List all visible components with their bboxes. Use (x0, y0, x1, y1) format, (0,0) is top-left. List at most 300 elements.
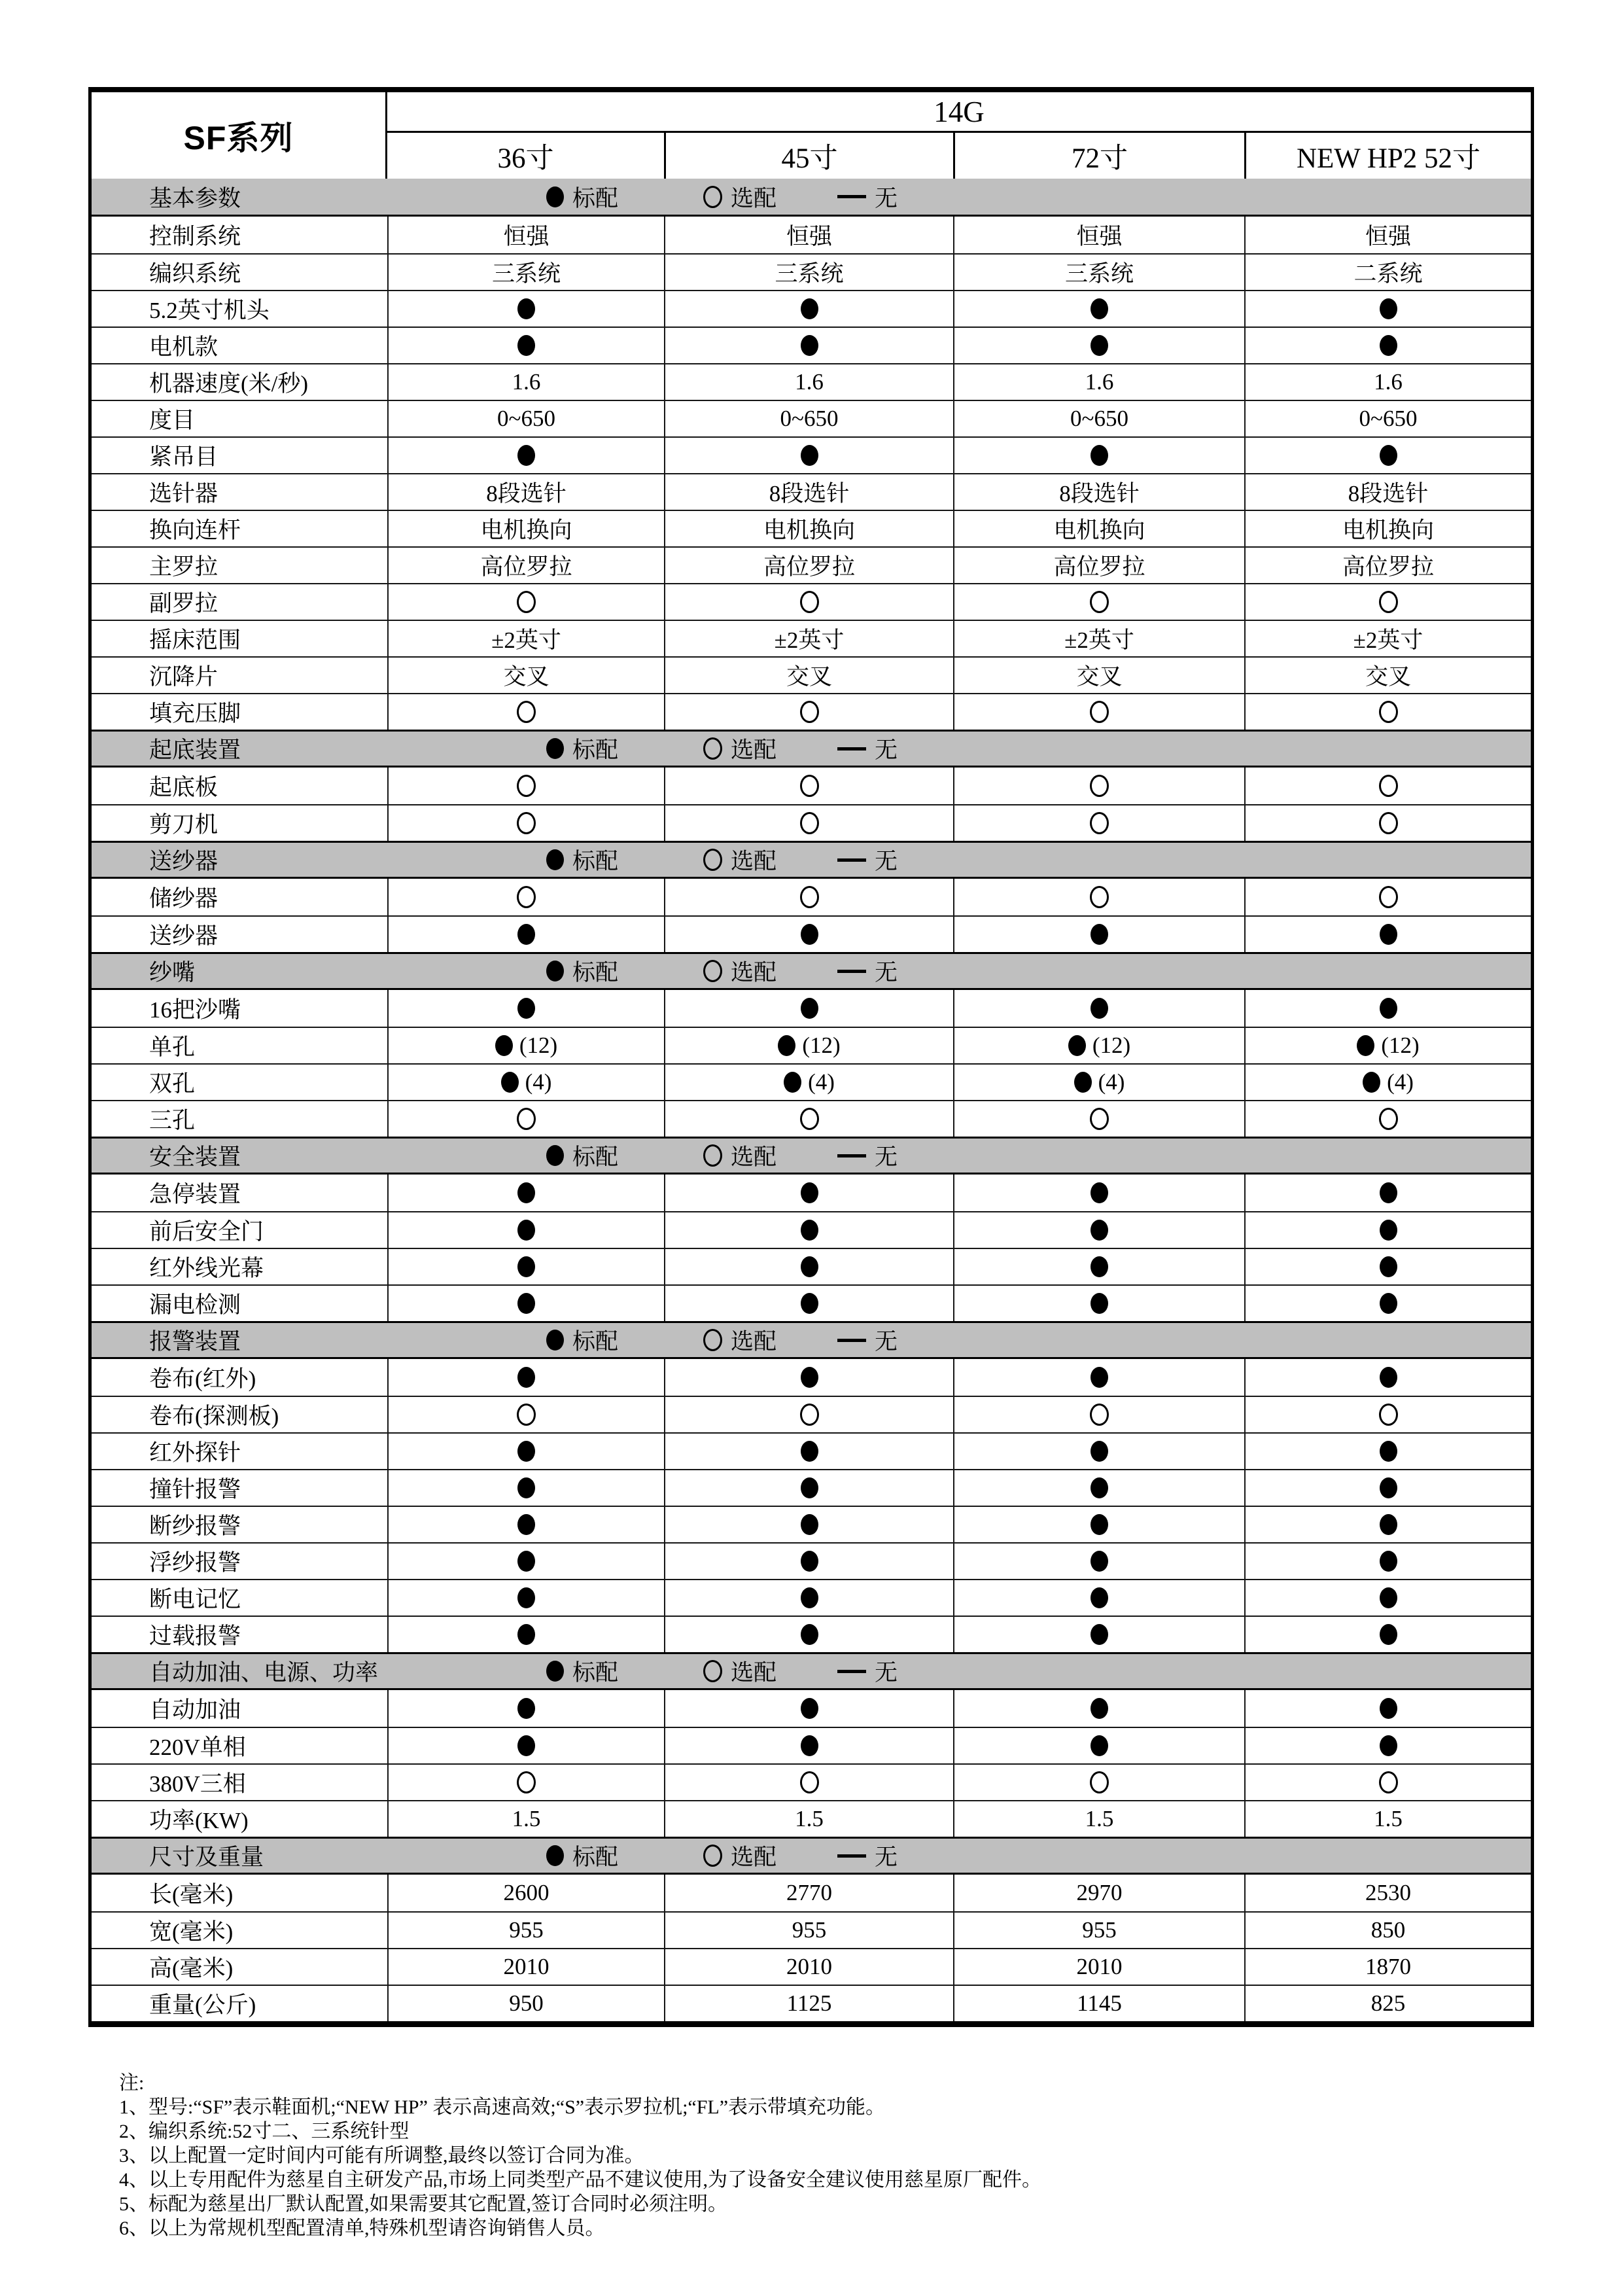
open-circle-icon (800, 886, 819, 908)
spec-row (92, 1211, 1531, 1248)
section-title: 送纱器 (149, 849, 218, 874)
filled-circle-icon (1363, 1072, 1380, 1093)
open-circle-icon (517, 812, 536, 834)
spec-cell (953, 328, 1244, 363)
legend-optional-label: 选配 (731, 1329, 777, 1354)
section-title: 基本参数 (149, 185, 241, 211)
spec-cell: 2600 (387, 1875, 664, 1911)
legend-standard-label: 标配 (572, 737, 619, 763)
spec-cell (387, 1212, 664, 1248)
section-title: 纱嘴 (149, 960, 196, 985)
spec-cell (953, 1101, 1244, 1137)
filled-circle-icon (801, 445, 818, 466)
column-headers (387, 133, 1531, 179)
table-header (92, 92, 1531, 179)
spec-cell (387, 917, 664, 952)
spec-row (92, 1248, 1531, 1284)
spec-row (92, 510, 1531, 546)
spec-cell (953, 438, 1244, 473)
filled-circle-icon (517, 998, 535, 1019)
filled-circle-icon (1380, 1624, 1397, 1645)
cell-count: (4) (1387, 1069, 1414, 1095)
spec-cell (387, 1728, 664, 1763)
filled-circle-icon (1380, 335, 1397, 356)
spec-cell: 955 (953, 1913, 1244, 1948)
note-item-1: 1、型号:“SF”表示鞋面机;“NEW HP” 表示高速高效;“S”表示罗拉机;“FL”表示带填充功能。 (119, 2096, 886, 2118)
filled-circle-icon (1091, 1624, 1108, 1645)
section-header-row (92, 841, 1531, 879)
legend-optional (703, 1839, 777, 1872)
filled-circle-icon (1380, 298, 1397, 319)
spec-cell (953, 1617, 1244, 1652)
legend-optional-icon (703, 1329, 722, 1351)
header-right (387, 92, 1531, 179)
spec-cell (1244, 805, 1531, 841)
spec-cell: 电机换向 (1244, 511, 1531, 546)
spec-cell: 950 (387, 1986, 664, 2021)
cell-count: (4) (525, 1069, 552, 1095)
cell-count: (4) (1098, 1069, 1125, 1095)
spec-cell (664, 879, 953, 915)
filled-circle-icon (1380, 1367, 1397, 1388)
spec-cell (953, 1507, 1244, 1542)
open-circle-icon (1090, 886, 1109, 908)
filled-circle-icon (517, 1477, 535, 1498)
legend-optional (703, 1655, 777, 1687)
filled-circle-icon (517, 1367, 535, 1388)
spec-cell: 955 (664, 1913, 953, 1948)
legend-standard (546, 1324, 618, 1356)
section-header-row (92, 179, 1531, 217)
legend-optional-label: 选配 (731, 1144, 777, 1170)
legend-standard-label: 标配 (572, 1660, 619, 1686)
legend-none-label: 无 (875, 1329, 898, 1354)
filled-circle-icon (801, 1624, 818, 1645)
spec-row (92, 583, 1531, 620)
section-header-row (92, 1837, 1531, 1875)
row-label: 起底板 (149, 775, 218, 800)
filled-circle-icon (517, 1587, 535, 1608)
spec-cell (1244, 1249, 1531, 1284)
spec-cell: 电机换向 (953, 511, 1244, 546)
spec-row (92, 1469, 1531, 1506)
filled-circle-icon (1091, 1441, 1108, 1462)
filled-circle-icon (1091, 1735, 1108, 1756)
spec-cell (664, 1544, 953, 1579)
spec-cell (953, 990, 1244, 1027)
row-label: 双孔 (149, 1071, 196, 1097)
spec-cell (953, 291, 1244, 327)
legend-none (837, 1139, 898, 1172)
row-label: 浮纱报警 (149, 1550, 241, 1576)
cell-count: (12) (1092, 1033, 1131, 1058)
row-label: 红外线光幕 (149, 1256, 264, 1281)
row-label: 急停装置 (149, 1182, 241, 1207)
section-title: 尺寸及重量 (149, 1845, 264, 1870)
column-header-0: 36寸 (497, 143, 554, 174)
spec-cell (387, 1507, 664, 1542)
spec-row (92, 253, 1531, 290)
filled-circle-icon (517, 445, 535, 466)
filled-circle-icon (517, 1293, 535, 1314)
spec-row (92, 1616, 1531, 1652)
spec-cell (664, 1580, 953, 1616)
spec-row (92, 1174, 1531, 1211)
section-title: 自动加油、电源、功率 (149, 1660, 379, 1686)
spec-cell (953, 805, 1244, 841)
open-circle-icon (517, 591, 536, 613)
spec-row (92, 1985, 1531, 2021)
row-label: 380V三相 (149, 1771, 246, 1797)
filled-circle-icon (1074, 1072, 1092, 1093)
open-circle-icon (1379, 1771, 1398, 1793)
spec-cell (664, 1249, 953, 1284)
filled-circle-icon (1380, 1587, 1397, 1608)
spec-cell (664, 1028, 953, 1063)
filled-circle-icon (517, 335, 535, 356)
spec-cell (387, 1028, 664, 1063)
row-label: 过载报警 (149, 1623, 241, 1649)
filled-circle-icon (1091, 1367, 1108, 1388)
filled-circle-icon (801, 1551, 818, 1572)
legend-optional-label: 选配 (731, 849, 777, 874)
spec-cell (953, 1544, 1244, 1579)
spec-cell (1244, 1174, 1531, 1211)
open-circle-icon (1090, 1771, 1109, 1793)
notes-list (119, 2095, 1041, 2240)
legend-none-label: 无 (875, 1144, 898, 1170)
filled-circle-icon (1380, 1441, 1397, 1462)
note-item-2: 2、编织系统:52寸二、三系统针型 (119, 2121, 410, 2142)
spec-cell (387, 1249, 664, 1284)
legend-optional-icon (703, 1660, 722, 1682)
row-label: 漏电检测 (149, 1292, 241, 1318)
row-label: 撞针报警 (149, 1477, 241, 1502)
spec-cell (953, 694, 1244, 730)
filled-circle-icon (1380, 1182, 1397, 1203)
spec-cell: 高位罗拉 (664, 548, 953, 583)
row-label: 前后安全门 (149, 1219, 264, 1245)
legend-standard-label: 标配 (572, 1329, 619, 1354)
spec-cell: 2010 (387, 1949, 664, 1985)
spec-row (92, 1911, 1531, 1948)
spec-row (92, 1396, 1531, 1432)
cell-count: (12) (802, 1033, 841, 1058)
legend-none-label: 无 (875, 737, 898, 763)
spec-cell (664, 1397, 953, 1432)
legend-standard (546, 732, 618, 765)
spec-cell (953, 1028, 1244, 1063)
row-label: 紧吊目 (149, 444, 218, 470)
filled-circle-icon (801, 1441, 818, 1462)
filled-circle-icon (495, 1035, 513, 1056)
row-label: 16把沙嘴 (149, 997, 241, 1023)
filled-circle-icon (1380, 924, 1397, 945)
filled-circle-icon (801, 924, 818, 945)
spec-cell (387, 805, 664, 841)
filled-circle-icon (801, 1182, 818, 1203)
spec-cell (387, 1580, 664, 1616)
spec-cell (387, 879, 664, 915)
spec-cell (1244, 1359, 1531, 1396)
spec-cell (953, 879, 1244, 915)
cell-count: (12) (1381, 1033, 1420, 1058)
legend-none-icon (837, 747, 866, 751)
filled-circle-icon (1357, 1035, 1374, 1056)
spec-cell (387, 1101, 664, 1137)
spec-row (92, 1100, 1531, 1137)
legend-standard (546, 1655, 618, 1687)
legend-optional-label: 选配 (731, 1660, 777, 1686)
open-circle-icon (1379, 812, 1398, 834)
row-label: 送纱器 (149, 923, 218, 949)
row-label: 功率(KW) (149, 1808, 249, 1833)
spec-cell (953, 1359, 1244, 1396)
note-item-5: 5、标配为慈星出厂默认配置,如果需要其它配置,签订合同时必须注明。 (119, 2193, 727, 2215)
spec-cell: 825 (1244, 1986, 1531, 2021)
open-circle-icon (800, 1108, 819, 1130)
row-label: 长(毫米) (149, 1882, 234, 1907)
open-circle-icon (1090, 1404, 1109, 1426)
legend-none-label: 无 (875, 849, 898, 874)
spec-cell: 2010 (953, 1949, 1244, 1985)
legend-none-label: 无 (875, 1845, 898, 1870)
legend-standard (546, 1839, 618, 1872)
legend-optional (703, 1324, 777, 1356)
section-title: 安全装置 (149, 1144, 241, 1170)
filled-circle-icon (1091, 1256, 1108, 1277)
filled-circle-icon (1091, 1182, 1108, 1203)
spec-row (92, 546, 1531, 583)
note-item-3: 3、以上配置一定时间内可能有所调整,最终以签订合同为准。 (119, 2145, 644, 2166)
row-label: 卷布(探测板) (149, 1404, 279, 1429)
spec-cell: 0~650 (953, 401, 1244, 436)
open-circle-icon (517, 1404, 536, 1426)
filled-circle-icon (801, 298, 818, 319)
spec-cell: 8段选针 (664, 474, 953, 510)
row-label: 副罗拉 (149, 591, 218, 616)
spec-cell: 恒强 (953, 217, 1244, 253)
spec-cell: 交叉 (387, 658, 664, 693)
legend-standard-icon (546, 1145, 564, 1166)
spec-cell (664, 1617, 953, 1652)
filled-circle-icon (801, 1477, 818, 1498)
filled-circle-icon (801, 1293, 818, 1314)
section-title: 报警装置 (149, 1329, 241, 1354)
spec-cell (387, 328, 664, 363)
spec-cell: 8段选针 (953, 474, 1244, 510)
row-label: 度目 (149, 408, 196, 433)
spec-row (92, 400, 1531, 436)
spec-cell: 恒强 (1244, 217, 1531, 253)
spec-cell (664, 1690, 953, 1727)
filled-circle-icon (1380, 445, 1397, 466)
spec-row (92, 327, 1531, 363)
spec-cell (1244, 990, 1531, 1027)
spec-cell: 2530 (1244, 1875, 1531, 1911)
column-header-2: 72寸 (953, 133, 1244, 179)
filled-circle-icon (1091, 445, 1108, 466)
spec-cell (953, 1728, 1244, 1763)
open-circle-icon (1090, 591, 1109, 613)
open-circle-icon (1379, 701, 1398, 723)
spec-cell: 三系统 (953, 255, 1244, 290)
spec-cell (387, 1397, 664, 1432)
spec-cell (953, 1580, 1244, 1616)
spec-cell: 0~650 (1244, 401, 1531, 436)
open-circle-icon (800, 1771, 819, 1793)
spec-cell (953, 1397, 1244, 1432)
spec-cell (1244, 1101, 1531, 1137)
spec-cell (664, 1765, 953, 1800)
legend-standard-icon (546, 849, 564, 870)
spec-cell: 电机换向 (664, 511, 953, 546)
spec-cell (953, 1470, 1244, 1506)
legend-none-icon (837, 1854, 866, 1858)
legend-standard (546, 843, 618, 876)
spec-cell (1244, 1397, 1531, 1432)
row-label: 宽(毫米) (149, 1919, 234, 1945)
legend-none-icon (837, 970, 866, 973)
row-label: 5.2英寸机头 (149, 298, 270, 323)
legend-none (837, 1324, 898, 1356)
spec-row (92, 1763, 1531, 1800)
spec-row (92, 915, 1531, 952)
spec-row (92, 1027, 1531, 1063)
spec-cell: 1870 (1244, 1949, 1531, 1985)
filled-circle-icon (1380, 1514, 1397, 1535)
filled-circle-icon (517, 1256, 535, 1277)
legend-none-icon (837, 858, 866, 862)
filled-circle-icon (801, 1587, 818, 1608)
row-label: 断电记忆 (149, 1587, 241, 1612)
open-circle-icon (517, 701, 536, 723)
spec-row (92, 1284, 1531, 1321)
spec-row (92, 363, 1531, 400)
filled-circle-icon (517, 298, 535, 319)
filled-circle-icon (801, 1367, 818, 1388)
legend-optional (703, 843, 777, 876)
spec-cell: 1125 (664, 1986, 953, 2021)
spec-cell (1244, 1617, 1531, 1652)
spec-cell (387, 1765, 664, 1800)
spec-cell (664, 1101, 953, 1137)
spec-cell (1244, 1065, 1531, 1100)
spec-cell (664, 1434, 953, 1469)
legend-none-icon (837, 195, 866, 198)
filled-circle-icon (801, 335, 818, 356)
open-circle-icon (800, 1404, 819, 1426)
spec-cell (664, 1065, 953, 1100)
spec-row (92, 436, 1531, 473)
spec-cell (664, 1470, 953, 1506)
legend-standard-icon (546, 738, 564, 759)
spec-cell: 三系统 (664, 255, 953, 290)
spec-row (92, 217, 1531, 253)
spec-cell: 1.6 (1244, 364, 1531, 400)
filled-circle-icon (1380, 1735, 1397, 1756)
legend-standard (546, 1139, 618, 1172)
legend-optional-label: 选配 (731, 185, 777, 211)
spec-cell: 850 (1244, 1913, 1531, 1948)
spec-cell (664, 438, 953, 473)
legend-optional (703, 181, 777, 213)
filled-circle-icon (1380, 1256, 1397, 1277)
spec-cell (387, 990, 664, 1027)
legend-optional-label: 选配 (731, 737, 777, 763)
spec-cell (1244, 917, 1531, 952)
spec-row (92, 1690, 1531, 1727)
row-label: 单孔 (149, 1034, 196, 1060)
spec-cell (953, 917, 1244, 952)
filled-circle-icon (1380, 1220, 1397, 1241)
spec-cell: 恒强 (664, 217, 953, 253)
spec-cell (1244, 1470, 1531, 1506)
spec-cell (1244, 768, 1531, 804)
filled-circle-icon (1091, 1477, 1108, 1498)
spec-cell: ±2英寸 (664, 621, 953, 656)
legend-optional-label: 选配 (731, 1845, 777, 1870)
spec-cell: 8段选针 (387, 474, 664, 510)
legend-standard (546, 955, 618, 987)
legend-none (837, 843, 898, 876)
legend-none (837, 955, 898, 987)
legend-standard-icon (546, 1845, 564, 1866)
filled-circle-icon (801, 1256, 818, 1277)
spec-cell (664, 694, 953, 730)
open-circle-icon (1090, 775, 1109, 797)
spec-cell (1244, 1690, 1531, 1727)
spec-row (92, 693, 1531, 730)
spec-cell: ±2英寸 (953, 621, 1244, 656)
legend-optional-label: 选配 (731, 960, 777, 985)
legend-optional (703, 1139, 777, 1172)
section-header-row (92, 952, 1531, 990)
spec-cell (1244, 584, 1531, 620)
legend-standard-label: 标配 (572, 1845, 619, 1870)
spec-cell (664, 990, 953, 1027)
row-label: 填充压脚 (149, 701, 241, 726)
filled-circle-icon (501, 1072, 519, 1093)
spec-cell: 高位罗拉 (387, 548, 664, 583)
spec-cell (953, 1065, 1244, 1100)
open-circle-icon (517, 775, 536, 797)
spec-cell (387, 1434, 664, 1469)
open-circle-icon (800, 701, 819, 723)
filled-circle-icon (517, 1514, 535, 1535)
spec-cell (387, 291, 664, 327)
open-circle-icon (517, 886, 536, 908)
spec-cell (664, 917, 953, 952)
section-header-row (92, 1321, 1531, 1359)
filled-circle-icon (1091, 1514, 1108, 1535)
row-label: 换向连杆 (149, 518, 241, 543)
filled-circle-icon (1091, 1551, 1108, 1572)
filled-circle-icon (801, 1514, 818, 1535)
legend-optional-icon (703, 1845, 722, 1867)
spec-row (92, 1359, 1531, 1396)
spec-cell: 2970 (953, 1875, 1244, 1911)
spec-cell (1244, 1286, 1531, 1321)
legend-standard-label: 标配 (572, 960, 619, 985)
filled-circle-icon (801, 1698, 818, 1719)
filled-circle-icon (1091, 298, 1108, 319)
spec-cell: 2010 (664, 1949, 953, 1985)
spec-cell (387, 584, 664, 620)
row-label: 电机款 (149, 334, 218, 360)
spec-cell (387, 1470, 664, 1506)
row-label: 卷布(红外) (149, 1366, 256, 1392)
